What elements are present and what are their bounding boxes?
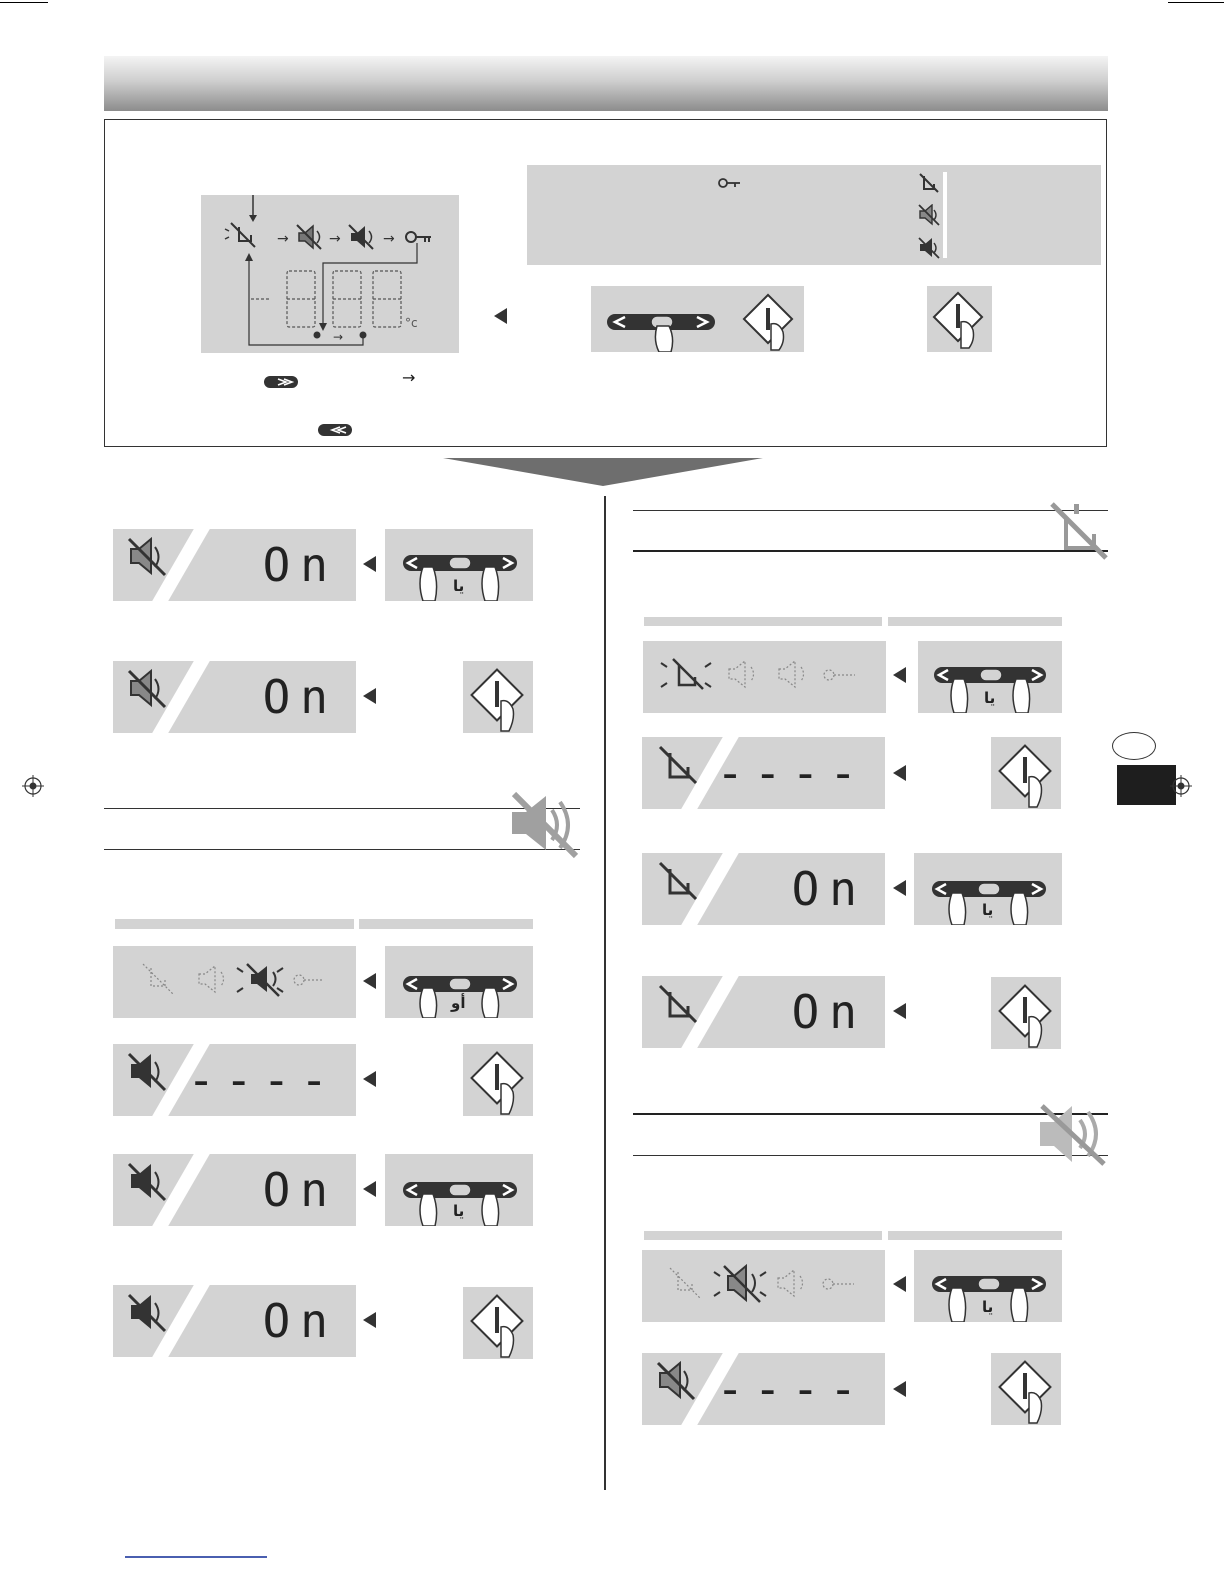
or-label: يا <box>982 901 994 919</box>
lcd-display <box>642 976 885 1048</box>
lcd-text: On <box>262 538 338 592</box>
set-key-panel <box>927 286 992 352</box>
language-tab <box>1117 765 1176 805</box>
legend-divider <box>943 172 947 258</box>
svg-text:→: → <box>277 231 289 247</box>
lcd-display <box>642 737 885 809</box>
crop-mark <box>1168 2 1224 3</box>
sound-off-icon <box>656 1361 700 1401</box>
step-arrow <box>893 667 906 683</box>
left-right-key-panel <box>914 853 1062 925</box>
lcd-overview-panel <box>201 195 459 353</box>
lcd-display <box>642 1250 885 1322</box>
beep-off-icon <box>506 790 580 860</box>
ion-off-icon <box>656 745 700 785</box>
or-label: يا <box>984 689 996 707</box>
ion-off-icon <box>656 984 700 1024</box>
sound-off-icon <box>127 669 171 709</box>
step-arrow <box>363 1071 376 1087</box>
beep-off-icon <box>127 1293 171 1333</box>
left-right-key-panel <box>385 529 533 601</box>
crop-mark <box>0 2 48 3</box>
beep-off-icon <box>918 237 940 259</box>
beep-off-icon <box>237 964 283 996</box>
or-label: يا <box>982 1298 994 1316</box>
lcd-text: ---- <box>187 1053 338 1107</box>
sound-off-icon <box>1036 1102 1108 1168</box>
or-label: يا <box>453 1202 465 1220</box>
key-press-panel <box>591 286 804 352</box>
step-arrow <box>363 1312 376 1328</box>
set-key-panel <box>991 977 1061 1049</box>
section-rule-bottom <box>633 550 1108 552</box>
column-header-bar <box>888 1231 1062 1240</box>
set-key-icon <box>463 661 533 733</box>
step-arrow <box>893 765 906 781</box>
registration-mark-icon <box>22 775 44 797</box>
section-rule-top <box>633 510 1108 511</box>
language-badge-oval <box>1112 732 1156 760</box>
column-header-bar <box>644 617 882 626</box>
set-key-icon <box>991 977 1061 1049</box>
left-arrow-key-icon <box>318 422 354 438</box>
column-header-bar <box>644 1231 882 1240</box>
lcd-text: ---- <box>716 746 867 800</box>
ion-off-icon <box>918 172 940 194</box>
footer-link[interactable] <box>125 1556 267 1558</box>
sound-off-icon <box>127 537 171 577</box>
column-divider <box>604 496 606 1490</box>
left-right-key-panel <box>918 641 1062 713</box>
set-key-panel <box>463 1287 533 1359</box>
lcd-overview-diagram <box>201 195 459 353</box>
step-arrow <box>893 1381 906 1397</box>
lcd-display <box>643 641 886 713</box>
flow-down-arrow <box>443 458 763 486</box>
lcd-display <box>113 661 356 733</box>
right-arrow-key-icon <box>264 374 300 390</box>
step-arrow <box>363 1181 376 1197</box>
lcd-text: On <box>262 1163 338 1217</box>
or-label: يا <box>453 577 465 595</box>
lcd-display <box>113 1285 356 1357</box>
icon-sequence <box>642 1250 885 1322</box>
step-arrow <box>363 556 376 572</box>
lcd-display <box>113 946 356 1018</box>
beep-off-icon <box>127 1162 171 1202</box>
column-header-bar <box>359 919 533 929</box>
step-arrow <box>893 880 906 896</box>
lcd-display <box>642 1353 885 1425</box>
lcd-display <box>113 1044 356 1116</box>
lcd-display <box>113 1154 356 1226</box>
left-right-key-panel <box>385 946 533 1018</box>
sound-off-icon <box>297 225 321 249</box>
step-arrow <box>893 1276 906 1292</box>
ion-off-icon <box>656 861 700 901</box>
lcd-text: On <box>262 1294 338 1348</box>
lcd-text: On <box>791 985 867 1039</box>
sound-off-icon <box>714 1266 766 1302</box>
step-arrow <box>893 1003 906 1019</box>
beep-off-icon <box>349 225 373 249</box>
ion-off-icon <box>661 659 711 689</box>
set-key-panel <box>991 737 1061 809</box>
or-label: أو <box>451 994 466 1012</box>
set-key-icon <box>991 1353 1061 1425</box>
sequence-arrow: → <box>402 368 416 387</box>
svg-text:→: → <box>383 231 395 247</box>
ion-off-icon <box>1046 498 1110 562</box>
left-right-key-panel <box>914 1250 1062 1322</box>
set-key-panel <box>991 1353 1061 1425</box>
set-key-panel <box>463 1044 533 1116</box>
step-arrow <box>494 308 507 324</box>
column-header-bar <box>888 617 1062 626</box>
lcd-text: On <box>791 862 867 916</box>
step-arrow <box>363 688 376 704</box>
set-key-icon <box>463 1044 533 1116</box>
svg-text:°c: °c <box>405 316 418 330</box>
set-key-icon <box>463 1287 533 1359</box>
beep-off-icon <box>127 1052 171 1092</box>
lcd-text: ---- <box>716 1362 867 1416</box>
step-arrow <box>363 973 376 989</box>
icon-sequence <box>113 946 356 1018</box>
registration-mark-icon <box>1170 775 1192 797</box>
key-icon <box>718 177 742 189</box>
lcd-display <box>113 529 356 601</box>
set-key-icon <box>744 295 792 350</box>
section-header-bar <box>104 56 1108 111</box>
set-key-icon <box>991 737 1061 809</box>
key-icon <box>406 232 431 242</box>
sound-off-icon <box>918 204 940 226</box>
left-right-key-panel <box>385 1154 533 1226</box>
icon-legend-panel <box>527 165 1101 265</box>
lcd-text: On <box>262 670 338 724</box>
icon-sequence <box>643 641 886 713</box>
set-key-panel <box>463 661 533 733</box>
svg-text:→: → <box>333 330 344 344</box>
lcd-display <box>642 853 885 925</box>
svg-text:→: → <box>329 231 341 247</box>
ion-off-icon <box>225 223 255 247</box>
left-right-key-icon <box>591 286 804 352</box>
set-key-icon <box>927 286 992 352</box>
column-header-bar <box>115 919 354 929</box>
